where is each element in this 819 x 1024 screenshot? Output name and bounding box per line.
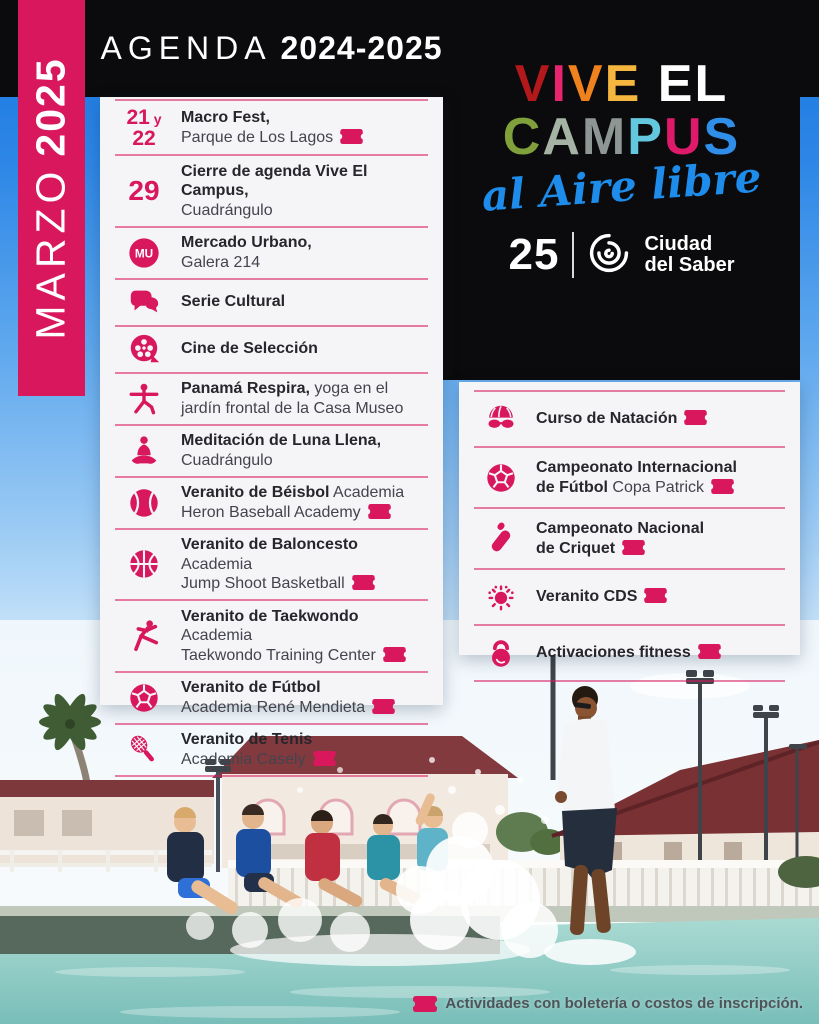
ticket-legend-text: Actividades con boletería o costos de inscripción. bbox=[445, 995, 803, 1012]
event-text bbox=[173, 108, 428, 147]
brand-divider bbox=[572, 232, 574, 278]
event-text-line bbox=[536, 643, 785, 663]
month-banner-text bbox=[28, 57, 75, 339]
event-text-segment: Jump Shoot Basketball bbox=[181, 575, 345, 592]
agenda-row bbox=[474, 507, 785, 568]
brand-name-line2: del Saber bbox=[644, 254, 735, 277]
event-text-segment: Veranito de Fútbol bbox=[181, 679, 321, 696]
event-text-line bbox=[536, 539, 785, 559]
event-text-segment: Academia Casely bbox=[181, 750, 306, 768]
agenda-row bbox=[115, 424, 428, 476]
ticket-icon bbox=[352, 575, 375, 590]
event-text-line bbox=[181, 698, 428, 718]
agenda-row bbox=[115, 325, 428, 372]
event-text bbox=[173, 730, 428, 769]
ticket-legend bbox=[405, 995, 803, 1012]
yoga-icon bbox=[115, 382, 173, 416]
banner-month: MARZO bbox=[28, 166, 75, 340]
event-text-segment: Veranito de Baloncesto bbox=[181, 536, 358, 553]
event-text-line bbox=[181, 108, 428, 128]
agenda-row bbox=[115, 154, 428, 226]
event-text-line bbox=[181, 451, 428, 471]
event-text-segment: Veranito de Taekwondo bbox=[181, 607, 359, 625]
vive-el-campus-logo bbox=[443, 55, 800, 380]
event-text-segment: Academia René Mendieta bbox=[181, 698, 366, 716]
event-text-segment: Mercado Urbano, bbox=[181, 234, 312, 251]
event-text-line bbox=[181, 379, 428, 399]
ticket-icon bbox=[698, 644, 721, 659]
event-text-segment: Veranito de Béisbol bbox=[181, 484, 330, 501]
month-banner bbox=[18, 0, 85, 396]
event-text-line bbox=[181, 128, 428, 148]
ticket-icon bbox=[412, 996, 438, 1012]
event-date-line: 29 bbox=[128, 174, 160, 206]
agenda-title-bold: 2024-2025 bbox=[280, 30, 443, 66]
event-text-segment: Cierre de agenda Vive El Campus, bbox=[181, 162, 368, 199]
event-text bbox=[173, 607, 428, 666]
logo-letter bbox=[641, 55, 657, 113]
event-date-line: 21 y bbox=[126, 105, 162, 129]
page-title bbox=[100, 30, 443, 67]
event-text-line bbox=[181, 646, 428, 666]
cricket-icon bbox=[474, 522, 528, 556]
agenda-row bbox=[474, 624, 785, 680]
kettlebell-icon bbox=[474, 636, 528, 670]
agenda-row bbox=[115, 226, 428, 278]
agenda-row bbox=[115, 278, 428, 325]
ticket-icon bbox=[340, 129, 363, 144]
event-text-line bbox=[181, 201, 428, 221]
event-text-segment: de Fútbol bbox=[536, 478, 608, 496]
event-text-segment: Activaciones fitness bbox=[536, 644, 691, 662]
event-text-segment: Academia bbox=[329, 484, 405, 501]
event-text bbox=[528, 519, 785, 558]
logo-script-al-aire-libre: al Aire libre bbox=[480, 152, 763, 221]
agenda-row bbox=[115, 723, 428, 775]
event-text-line bbox=[181, 607, 428, 646]
event-text-segment: de Criquet bbox=[536, 539, 616, 557]
event-text-segment: Academia bbox=[181, 627, 253, 644]
event-text bbox=[173, 233, 428, 272]
event-text-segment: Academia bbox=[181, 555, 253, 573]
event-text-segment: Serie Cultural bbox=[181, 293, 286, 311]
event-text-segment: Heron Baseball Academy bbox=[181, 503, 361, 521]
event-text bbox=[173, 483, 428, 522]
agenda-row bbox=[115, 372, 428, 424]
event-text-line bbox=[181, 730, 428, 750]
event-text-line bbox=[536, 519, 785, 539]
logo-letter: P bbox=[627, 108, 664, 167]
event-text-line bbox=[181, 574, 428, 594]
agenda-row bbox=[115, 99, 428, 154]
event-text-segment: Parque de Los Lagos bbox=[181, 128, 334, 146]
event-text-segment: Veranito de Tenis bbox=[181, 731, 313, 748]
logo-line-vive-el bbox=[443, 55, 800, 113]
event-text-line bbox=[181, 483, 428, 503]
event-text-line bbox=[181, 431, 428, 451]
event-text-segment: Macro Fest, bbox=[181, 109, 270, 126]
event-text-line bbox=[536, 409, 785, 429]
event-text bbox=[173, 535, 428, 594]
tennis-icon bbox=[115, 733, 173, 767]
meditation-icon bbox=[115, 434, 173, 468]
ticket-icon bbox=[368, 504, 391, 519]
event-text-segment: yoga en el bbox=[309, 380, 389, 397]
ticket-icon bbox=[313, 751, 336, 766]
logo-letter: V bbox=[514, 55, 552, 113]
ticket-icon bbox=[372, 699, 395, 714]
event-text-line bbox=[181, 535, 428, 574]
logo-letter: V bbox=[567, 55, 605, 113]
event-text-line bbox=[181, 678, 428, 698]
event-text-segment: Meditación de Luna Llena, bbox=[181, 432, 382, 449]
events-card-left bbox=[100, 97, 443, 768]
soccer-icon bbox=[474, 461, 528, 495]
event-text bbox=[528, 587, 785, 607]
event-text-segment: Galera 214 bbox=[181, 253, 261, 271]
events-card-right bbox=[459, 382, 800, 662]
event-text-line bbox=[181, 233, 428, 253]
anniversary-25: 25 bbox=[508, 230, 560, 280]
ticket-icon bbox=[684, 410, 707, 425]
sun-icon bbox=[474, 580, 528, 614]
event-text bbox=[173, 162, 428, 221]
agenda-row bbox=[115, 599, 428, 671]
event-text bbox=[173, 379, 428, 418]
logo-letter: M bbox=[581, 108, 628, 167]
event-text-segment: jardín frontal de la Casa Museo bbox=[181, 399, 404, 417]
event-text-line bbox=[181, 292, 428, 312]
logo-letter: E bbox=[657, 55, 695, 113]
event-text bbox=[173, 678, 428, 717]
ticket-icon bbox=[711, 479, 734, 494]
event-text-segment: Cuadrángulo bbox=[181, 451, 273, 469]
ticket-icon bbox=[383, 647, 406, 662]
logo-letter: I bbox=[551, 55, 568, 113]
event-text bbox=[528, 458, 785, 497]
event-text-segment: Taekwondo Training Center bbox=[181, 646, 376, 664]
logo-letter: L bbox=[694, 55, 729, 113]
agenda-row bbox=[115, 528, 428, 600]
event-text-line bbox=[181, 503, 428, 523]
logo-letter: S bbox=[703, 108, 741, 167]
banner-year: 2025 bbox=[28, 56, 75, 157]
events-list-right bbox=[474, 390, 785, 682]
event-text bbox=[173, 339, 428, 359]
agenda-title-light: AGENDA bbox=[100, 30, 272, 66]
event-text-line bbox=[536, 478, 785, 498]
event-text-line bbox=[181, 253, 428, 273]
event-text-line bbox=[181, 399, 428, 419]
event-text-segment: Veranito CDS bbox=[536, 588, 638, 606]
brand-name-line1: Ciudad bbox=[644, 233, 713, 256]
basketball-icon bbox=[115, 547, 173, 581]
event-text-line bbox=[181, 750, 428, 770]
logo-letter: C bbox=[502, 108, 543, 167]
swim-icon bbox=[474, 402, 528, 436]
agenda-row bbox=[474, 446, 785, 507]
event-text-segment: Campeonato Nacional bbox=[536, 520, 705, 537]
chat-icon bbox=[115, 285, 173, 319]
agenda-row bbox=[115, 671, 428, 723]
event-text bbox=[528, 409, 785, 429]
ticket-icon bbox=[644, 588, 667, 603]
event-text-line bbox=[181, 339, 428, 359]
event-text bbox=[528, 643, 785, 663]
events-list-left bbox=[115, 99, 428, 777]
agenda-row bbox=[474, 568, 785, 624]
taekwondo-icon bbox=[115, 619, 173, 653]
event-text-line bbox=[536, 458, 785, 478]
event-text-line bbox=[181, 162, 428, 201]
agenda-row bbox=[474, 390, 785, 446]
ticket-icon bbox=[622, 540, 645, 555]
agenda-row bbox=[115, 476, 428, 528]
event-text-segment: Curso de Natación bbox=[536, 410, 678, 428]
film-reel-icon bbox=[115, 332, 173, 366]
event-date bbox=[115, 107, 173, 149]
event-text bbox=[173, 431, 428, 470]
ciudad-del-saber-swirl-icon bbox=[587, 231, 631, 280]
soccer-icon bbox=[115, 681, 173, 715]
baseball-icon bbox=[115, 486, 173, 520]
event-date bbox=[115, 174, 173, 206]
brand-name bbox=[644, 234, 734, 276]
event-text-segment: Copa Patrick bbox=[607, 478, 705, 496]
event-text bbox=[173, 292, 428, 312]
event-date-line: 22 bbox=[132, 126, 156, 150]
logo-letter: A bbox=[542, 108, 582, 167]
svg-text:MU: MU bbox=[134, 246, 154, 261]
event-text-segment: Cine de Selección bbox=[181, 340, 318, 358]
event-text-line bbox=[536, 587, 785, 607]
logo-letter: U bbox=[663, 108, 704, 167]
event-text-segment: Panamá Respira, bbox=[181, 380, 310, 397]
logo-letter: E bbox=[604, 55, 642, 113]
mu-badge-icon bbox=[115, 236, 173, 270]
event-text-segment: Cuadrángulo bbox=[181, 201, 273, 219]
ciudad-del-saber-brand bbox=[443, 230, 800, 280]
event-text-segment: Campeonato Internacional bbox=[536, 459, 737, 476]
